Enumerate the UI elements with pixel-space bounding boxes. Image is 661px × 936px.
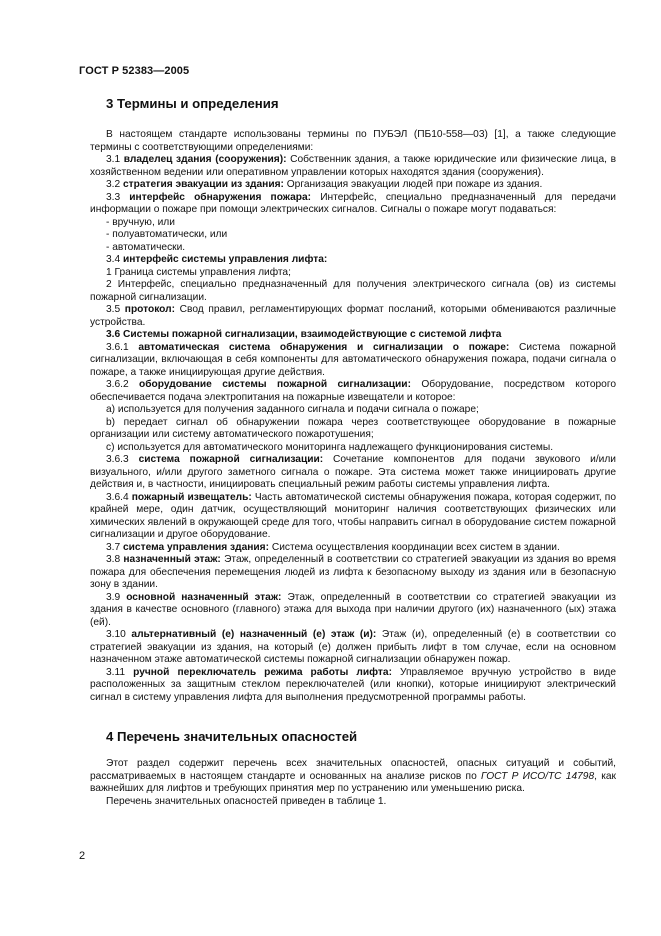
page-number: 2 bbox=[79, 850, 86, 862]
term-3-8: 3.8 назначенный этаж: Этаж, определенный в соответствии со стратегией эвакуации из здания во время пожара для обеспечения перемещения людей из лифта к безопасному выходу из здания или в безопасную зону в здании. bbox=[90, 554, 616, 590]
term-3-5: 3.5 протокол: Свод правил, регламентирующих формат посланий, которыми обмениваются различные устройства. bbox=[90, 304, 616, 328]
term-3-6-2: 3.6.2 оборудование системы пожарной сигнализации: Оборудование, посредством которого обеспечивается подача электропитания на пожарные извещатели и которое: bbox=[90, 379, 616, 403]
list-item: - полуавтоматически, или bbox=[106, 229, 228, 240]
section-4-paragraph: Перечень значительных опасностей приведен в таблице 1. bbox=[106, 795, 387, 807]
section-4-title: 4 Перечень значительных опасностей bbox=[106, 729, 358, 744]
list-item: b) передает сигнал об обнаружении пожара через соответствующее оборудование в пожарные организации или систему автоматического пожаротушения; bbox=[90, 416, 616, 440]
term-3-10: 3.10 альтернативный (е) назначенный (е) этаж (и): Этаж (и), определенный (е) в соответствии со стратегией эвакуации из здания, на который (е) должен прибыть лифт в том случае, если на основном назначенном этаже автоматической системы пожарной сигнализации обнаружен пожар. bbox=[90, 629, 616, 665]
section-3-intro: В настоящем стандарте использованы термины по ПУБЭЛ (ПБ10-558—03) [1], а также следующие термины с соответствующими определениями: bbox=[90, 129, 616, 153]
list-item: - вручную, или bbox=[106, 216, 175, 228]
term-3-11: 3.11 ручной переключатель режима работы лифта: Управляемое вручную устройство в виде расположенных за защитным стеклом переключателей (или кнопки), которые инициируют электрический сигнал в систему управления лифта для выполнения предусмотренной программы работы. bbox=[90, 666, 616, 703]
list-item: c) используется для автоматического мониторинга надлежащего функционирования системы. bbox=[106, 441, 554, 453]
list-item: 2 Интерфейс, специально предназначенный для получения электрического сигнала (ов) из системы пожарной сигнализации. bbox=[90, 279, 616, 303]
term-3-3: 3.3 интерфейс обнаружения пожара: Интерфейс, специально предназначенный для передачи информации о пожаре при помощи электрических сигналов. Сигналы о пожаре могут подаваться: bbox=[90, 191, 616, 215]
document-header: ГОСТ Р 52383—2005 bbox=[79, 65, 190, 77]
term-3-6-3: 3.6.3 система пожарной сигнализации: Сочетание компонентов для подачи звукового и/или визуального, и/или другого заметного сигнала о пожаре. Эта система может также инициировать другие действия и, в частности, инициировать специальный режим работы системы управления лифта. bbox=[90, 454, 617, 490]
term-3-6-1: 3.6.1 автоматическая система обнаружения и сигнализации о пожаре: Система пожарной сигнализации, включающая в себя компоненты для автоматического обнаружения пожара, подачи сигнала о пожаре, а также инициирующая другие действия. bbox=[90, 341, 616, 378]
term-3-2: 3.2 стратегия эвакуации из здания: Организация эвакуации людей при пожаре из здания. bbox=[106, 179, 543, 190]
term-3-1: 3.1 владелец здания (сооружения): Собственник здания, а также юридические или физические лица, в хозяйственном ведении или оперативном управлении которых находятся здания (сооружения). bbox=[90, 154, 616, 178]
term-3-6-4: 3.6.4 пожарный извещатель: Часть автоматической системы обнаружения пожара, которая содержит, по крайней мере, один датчик, осуществляющий мониторинг наличия соответствующих физических или химических явлений в окружающей среде для того, чтобы направить сигнал в оборудование систем пожарной сигнализации и другое оборудование. bbox=[90, 491, 616, 540]
term-3-9: 3.9 основной назначенный этаж: Этаж, определенный в соответствии со стратегией эвакуации из здания в качестве основного (главного) этажа для выхода при наличии другого (их) назначенного (ых) этажа (ей). bbox=[90, 591, 616, 628]
term-3-7: 3.7 система управления здания: Система осуществления координации всех систем в здании. bbox=[106, 541, 560, 553]
list-item: 1 Граница системы управления лифта; bbox=[106, 266, 291, 278]
list-item: - автоматически. bbox=[106, 241, 186, 253]
page-content bbox=[90, 96, 616, 808]
list-item: a) используется для получения заданного сигнала и подачи сигнала о пожаре; bbox=[106, 404, 479, 415]
subsection-3-6-heading: 3.6 Системы пожарной сигнализации, взаимодействующие с системой лифта bbox=[106, 329, 502, 340]
section-3-title: 3 Термины и определения bbox=[106, 96, 279, 111]
section-4-paragraph: Этот раздел содержит перечень всех значительных опасностей, опасных ситуаций и событий, рассматриваемых в настоящем стандарте и основанных на анализе рисков по ГОСТ Р ИСО/ТС 14798, как важнейших для лифтов и требующих принятия мер по устранению или уменьшению риска. bbox=[90, 758, 617, 794]
term-3-4: 3.4 интерфейс системы управления лифта: bbox=[106, 254, 328, 265]
